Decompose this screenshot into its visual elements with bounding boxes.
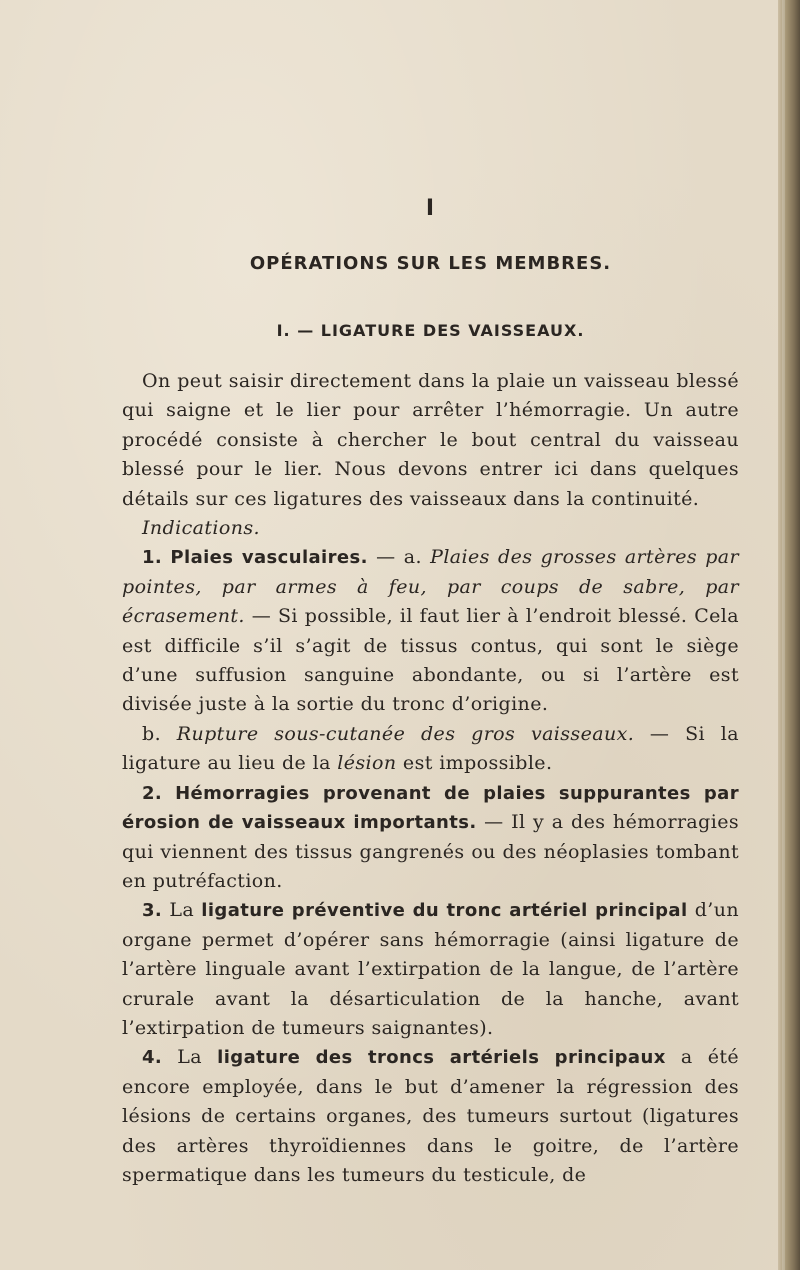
body-text [122, 367, 739, 1190]
paragraph-3-prefix: La [162, 899, 202, 922]
paragraph-1-number: 1. [142, 547, 163, 569]
paragraph-1b-letter: b. [142, 722, 177, 745]
page-edge-shadow [778, 0, 800, 1270]
paragraph-3-heading: ligature préventive du tronc artériel principal [201, 900, 688, 922]
paragraph-2-heading: Hémorragies provenant de plaies suppurantes par érosion de vaisseaux importants. [122, 782, 739, 834]
paragraph-1-dash: — a. [367, 546, 431, 569]
paragraph-1b-text1: — Si la ligature au lieu de la [122, 722, 739, 775]
paragraph-1-heading: Plaies vasculaires. [170, 547, 368, 569]
paragraph-intro: On peut saisir directement dans la plaie un vaisseau blessé qui saigne et le lier pour arrêter l’hémorragie. Un autre procédé consiste à chercher le bout central du vaisseau blessé pour le lier. Nous devons entrer ici dans quelques détails sur ces ligatures des vaisseaux dans la continuité. [122, 370, 739, 510]
chapter-number: I [425, 196, 436, 221]
paragraph-3 [122, 896, 739, 1043]
paragraph-1 [122, 543, 739, 719]
paragraph-1b-italic2: lésion [337, 752, 397, 775]
paragraph-4-number: 4. [142, 1047, 163, 1069]
paragraph-3-text: d’un organe permet d’opérer sans hémorragie (ainsi ligature de l’artère linguale avant l’extirpation de la langue, de l’artère crurale avant la désarticulation de la hanche, avant l’extirpation de tumeurs saignantes). [122, 899, 740, 1039]
chapter-title: OPÉRATIONS SUR LES MEMBRES. [249, 253, 612, 274]
paragraph-4-text: a été encore employée, dans le but d’amener la régression des lésions de certains organes, des tumeurs surtout (ligatures des artères thyroïdiennes dans le goitre, de l’artère spermatique dans les tumeurs du testicule, de [122, 1046, 740, 1186]
paragraph-4-prefix: La [162, 1046, 218, 1069]
paragraph-2-text: — Il y a des hémorragies qui viennent des tissus gangrenés ou des néoplasies tombant en putréfaction. [122, 811, 739, 892]
paragraph-4-heading: ligature des troncs artériels principaux [217, 1047, 666, 1069]
paragraph-1b-text2: est impossible. [396, 752, 553, 775]
indications-label: Indications. [142, 517, 260, 540]
section-title: I. — LIGATURE DES VAISSEAUX. [276, 321, 585, 340]
paragraph-3-number: 3. [142, 900, 163, 922]
paragraph-indications [122, 514, 739, 543]
paragraph-1-text: — Si possible, il faut lier à l’endroit blessé. Cela est difficile s’il s’agit de tissus contus, qui sont le siège d’une suffusion sanguine abondante, ou si l’artère est divisée juste à la sortie du tronc d’origine. [122, 605, 739, 716]
paragraph-4 [122, 1043, 739, 1190]
paragraph-1-italic: Plaies des grosses artères par pointes, par armes à feu, par coups de sabre, par écrasement. [122, 546, 739, 628]
paragraph-1b [122, 720, 739, 779]
paragraph-2 [122, 779, 739, 897]
paragraph-2-number: 2. [142, 782, 163, 804]
paragraph-1b-italic: Rupture sous-cutanée des gros vaisseaux. [176, 722, 635, 745]
